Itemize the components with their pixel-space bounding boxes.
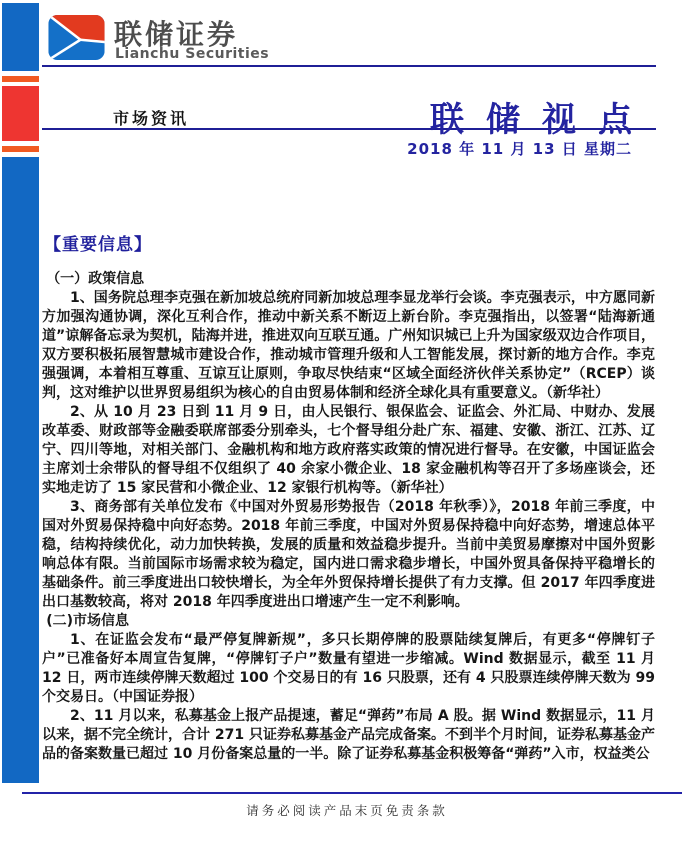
sidebar-bar-red [2,86,39,141]
company-name-en: Lianchu Securities [115,46,270,62]
body-subheading: （一）政策信息 [46,271,145,287]
body-paragraph: 2、11 月以来，私募基金上报产品提速，蓄足“弹药”布局 A 股。据 Wind 数据显示，11 月以来，据不完全统计，合计 271 只证券私募基金产品完成备案。不到半个月时间，证券私募基金产品的备案数量已超过 10 月份备案总量的一半。除了证券私募基金积极筹备“弹药”入市，权益类公 [42,708,655,762]
company-logo-icon [48,15,105,60]
document-body [42,230,655,764]
body-subheading: (二)市场信息 [46,613,129,629]
body-paragraph: 1、在证监会发布“最严停复牌新规”，多只长期停牌的股票陆续复牌后，有更多“停牌钉子户”已准备好本周宣告复牌，“停牌钉子户”数量有望进一步缩减。Wind 数据显示，截至 11 月 12 日，两市连续停牌天数超过 100 个交易日的有 16 只股票，还有 4 只股票连续停牌天数为 99 个交易日。（中国证券报） [42,632,655,705]
header-rule-top [42,65,656,67]
sidebar-bar-blue-tall [2,157,39,783]
body-paragraph: 2、从 10 月 23 日到 11 月 9 日，由人民银行、银保监会、证监会、外汇局、中财办、发展改革委、财政部等金融委联席部委分别牵头，七个督导组分赴广东、福建、安徽、浙江、江苏、辽宁、四川等地，对相关部门、金融机构和地方政府落实政策的情况进行督导。在安徽，中国证监会主席刘士余带队的督导组不仅组织了 40 余家小微企业、18 家金融机构等召开了多场座谈会，还实地走访了 15 家民营和小微企业、12 家银行机构等。（新华社） [42,404,655,496]
footer-rule [22,792,682,794]
paragraph-list [42,270,655,764]
company-name-cn: 联储证券 [114,18,239,51]
body-paragraph: 3、商务部有关单位发布《中国对外贸易形势报告（2018 年秋季）》，2018 年前三季度，中国对外贸易保持稳中向好态势。2018 年前三季度，中国对外贸易保持稳中向好态势，增速总体平稳，结构持续优化，动力加快转换，发展的质量和效益稳步提升。当前中美贸易摩擦对中国外贸影响总体有限。当前国际市场需求较为稳定，国内进口需求稳步增长，中国外贸具备保持平稳增长的基础条件。前三季度进出口较快增长，为全年外贸保持增长提供了有力支撑。但 2017 年四季度进出口基数较高，将对 2018 年四季度进出口增速产生一定不利影响。 [42,499,655,610]
sidebar-bar-orange-2 [2,146,39,152]
section-title: 【重要信息】 [44,235,152,255]
sidebar-bar-orange-1 [2,76,39,82]
category-label: 市场资讯 [113,109,190,128]
issue-date: 2018 年 11 月 13 日 星期二 [407,140,632,158]
footer-disclaimer: 请务必阅读产品末页免责条款 [246,803,448,818]
sidebar-bar-blue-top [2,3,39,71]
body-paragraph: 1、国务院总理李克强在新加坡总统府同新加坡总理李显龙举行会谈。李克强表示，中方愿同新方加强沟通协调，深化互利合作，推动中新关系不断迈上新台阶。李克强指出，以签署“陆海新通道”谅解备忘录为契机，陆海并进，推进双向互联互通。广州知识城已上升为国家级双边合作项目，双方要积极拓展智慧城市建设合作，推动城市管理升级和人工智能发展，探讨新的地方合作。李克强强调，本着相互尊重、互谅互让原则，争取尽快结束“区域全面经济伙伴关系协定”（RCEP）谈判，这对维护以世界贸易组织为核心的自由贸易体制和经济全球化具有重要意义。（新华社） [42,290,655,401]
masthead-title: 联储视点 [430,100,654,140]
